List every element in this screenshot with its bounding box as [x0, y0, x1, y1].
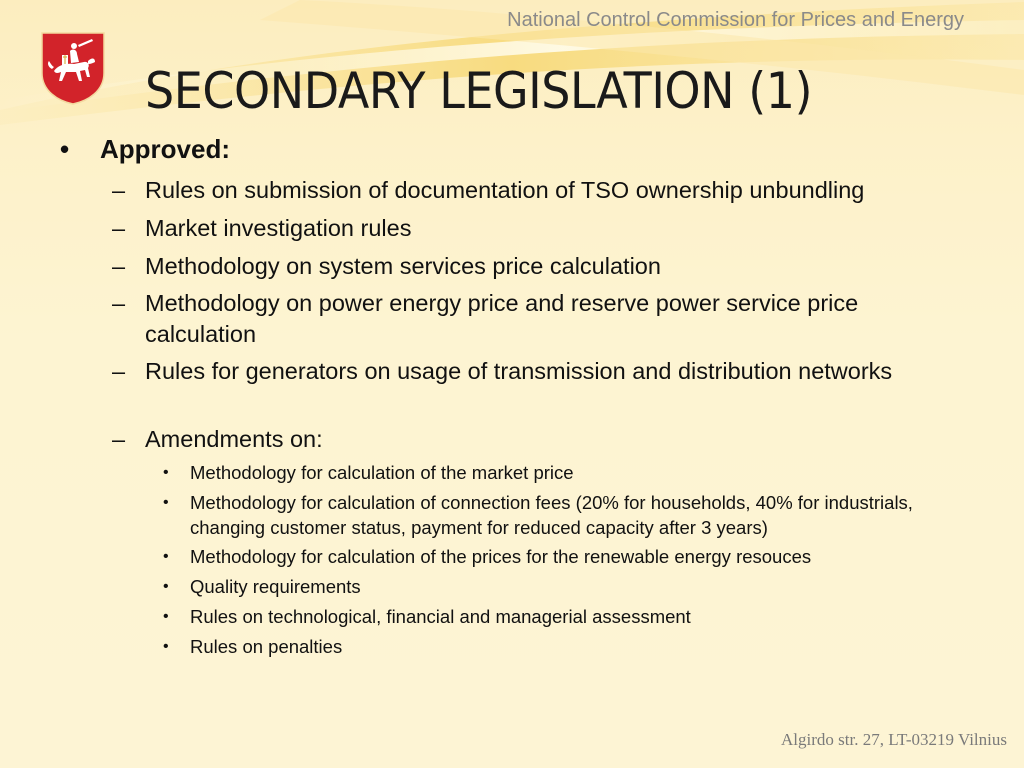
dash-icon: –	[112, 290, 126, 316]
bullet-icon: •	[163, 638, 169, 655]
list-item-text: Methodology on system services price calculation	[145, 253, 661, 279]
list-item-text: Amendments on:	[145, 426, 323, 452]
sub-list-item-text: Methodology for calculation of the market price	[190, 462, 574, 483]
footer-address: Algirdo str. 27, LT-03219 Vilnius	[781, 730, 1007, 749]
bullet-icon: •	[163, 464, 169, 481]
organization-header: National Control Commission for Prices and Energy	[507, 9, 964, 31]
list-item-text: Rules on submission of documentation of TSO ownership unbundling	[145, 177, 865, 203]
bullet-icon: •	[163, 548, 169, 565]
sub-list-item-text: Rules on penalties	[190, 636, 343, 657]
sub-list-item-text: Quality requirements	[190, 576, 361, 597]
dash-icon: –	[112, 253, 126, 279]
list-item-text: Methodology on power energy price and reserve power service price calculation	[145, 290, 859, 347]
bullet-icon: •	[163, 494, 169, 511]
list-item-text: Market investigation rules	[145, 215, 412, 241]
bullet-icon: •	[163, 578, 169, 595]
bullet-icon: •	[60, 134, 70, 164]
dash-icon: –	[112, 215, 126, 241]
dash-icon: –	[112, 177, 126, 203]
sub-list-item-text: Methodology for calculation of connection fees (20% for households, 40% for industrials, changing customer status, payment for reduced capacity after 3 years)	[190, 492, 913, 538]
sub-list-item-text: Methodology for calculation of the prices for the renewable energy resouces	[190, 546, 812, 567]
slide-title: SECONDARY LEGISLATION (1)	[145, 62, 813, 120]
dash-icon: –	[112, 426, 126, 452]
list-item-text: Rules for generators on usage of transmission and distribution networks	[145, 358, 893, 384]
bullet-icon: •	[163, 608, 169, 625]
approved-label: Approved:	[100, 134, 230, 164]
sub-list-item-text: Rules on technological, financial and managerial assessment	[190, 606, 691, 627]
dash-icon: –	[112, 358, 126, 384]
